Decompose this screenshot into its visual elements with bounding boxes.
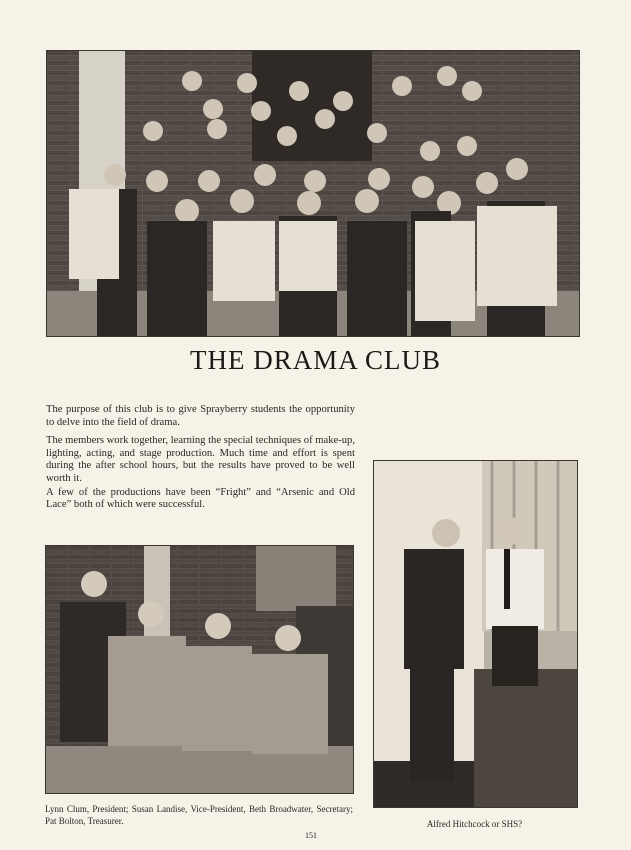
paragraph-purpose: The purpose of this club is to give Sprayberry students the opportunity to delve into the field of drama. bbox=[46, 404, 355, 428]
skit-photo bbox=[373, 460, 578, 808]
officers-caption: Lynn Clum, President; Susan Landise, Vice-President, Beth Broadwater, Secretary; Pat Bolton, Treasurer. bbox=[45, 804, 353, 826]
page-number: 151 bbox=[305, 831, 317, 840]
page-title: THE DRAMA CLUB bbox=[189, 345, 441, 375]
skit-caption: Alfred Hitchcock or SHS? bbox=[426, 819, 523, 829]
group-photo bbox=[46, 50, 580, 337]
paragraph-productions: A few of the productions have been “Fright” and “Arsenic and Old Lace” both of which were successful. bbox=[46, 486, 355, 511]
body-text bbox=[46, 404, 355, 518]
officers-photo bbox=[45, 545, 354, 794]
paragraph-members: The members work together, learning the special techniques of make-up, lighting, acting, and stage production. Much time and effort is spent during the after school hours, but the results have proved to be well worth it. bbox=[46, 435, 355, 484]
